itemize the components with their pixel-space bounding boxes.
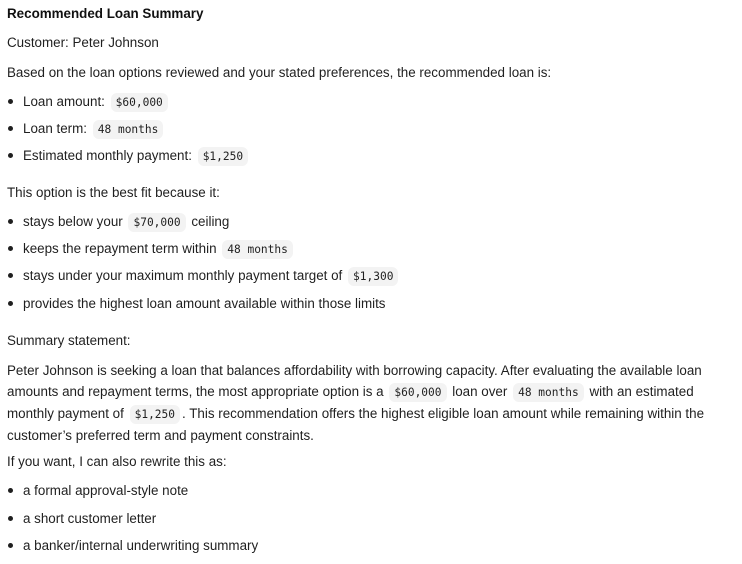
reason-item [7,267,400,286]
code-value: 48 months [93,120,164,139]
bullet-icon [8,488,13,493]
intro-text: Based on the loan options reviewed and your stated preferences, the recommended loan is: [7,65,552,80]
reasons-intro: This option is the best fit because it: [7,185,220,200]
code-value: $1,300 [348,267,398,286]
code-value: $60,000 [111,93,168,112]
summary-text: . This recommendation offers the highest eligible loan amount while remaining within the customer’s preferred term and payment constraints. [7,406,705,443]
reason-text: keeps the repayment term within [23,241,217,256]
summary-heading: Summary statement: [7,333,131,348]
bullet-icon [8,273,13,278]
rewrite-intro: If you want, I can also rewrite this as: [7,454,227,469]
bullet-icon [8,516,13,521]
summary-text: with an estimated monthly payment of [7,384,694,421]
item-label: Loan amount: [23,94,105,109]
reason-item [7,240,295,259]
rewrite-option [7,482,188,500]
code-value: $1,250 [198,147,248,166]
summary-paragraph [7,360,739,446]
item-label: Loan term: [23,121,88,136]
bullet-icon [8,301,13,306]
rewrite-option-text: a formal approval-style note [23,483,189,498]
rewrite-option-text: a banker/internal underwriting summary [23,538,259,553]
summary-text: Peter Johnson is seeking a loan that balances affordability with borrowing capacity. After evaluating the available loan amounts and repayment terms, the most appropriate option is a [7,363,702,399]
reason-item [7,295,386,313]
recommendation-item-term [7,120,165,139]
bullet-icon [8,219,13,224]
bullet-icon [8,126,13,131]
reason-item [7,213,229,232]
bullet-icon [8,543,13,548]
code-value: 48 months [513,383,584,402]
recommendation-item-payment [7,147,250,166]
reason-text: stays under your maximum monthly payment target of [23,268,343,283]
code-value: $1,250 [130,405,180,424]
code-value: $70,000 [128,213,185,232]
rewrite-option [7,510,156,528]
customer-line: Customer: Peter Johnson [7,35,159,50]
document-title: Recommended Loan Summary [7,6,204,21]
code-value: 48 months [222,240,293,259]
bullet-icon [8,99,13,104]
bullet-icon [8,246,13,251]
bullet-icon [8,153,13,158]
reason-text: stays below your [23,214,123,229]
rewrite-option-text: a short customer letter [23,511,157,526]
reason-text-after: ceiling [191,214,230,229]
rewrite-option [7,537,258,555]
recommendation-item-amount [7,93,170,112]
item-label: Estimated monthly payment: [23,148,192,163]
reason-text: provides the highest loan amount available within those limits [23,296,386,311]
summary-text: loan over [452,384,508,399]
code-value: $60,000 [389,383,446,402]
